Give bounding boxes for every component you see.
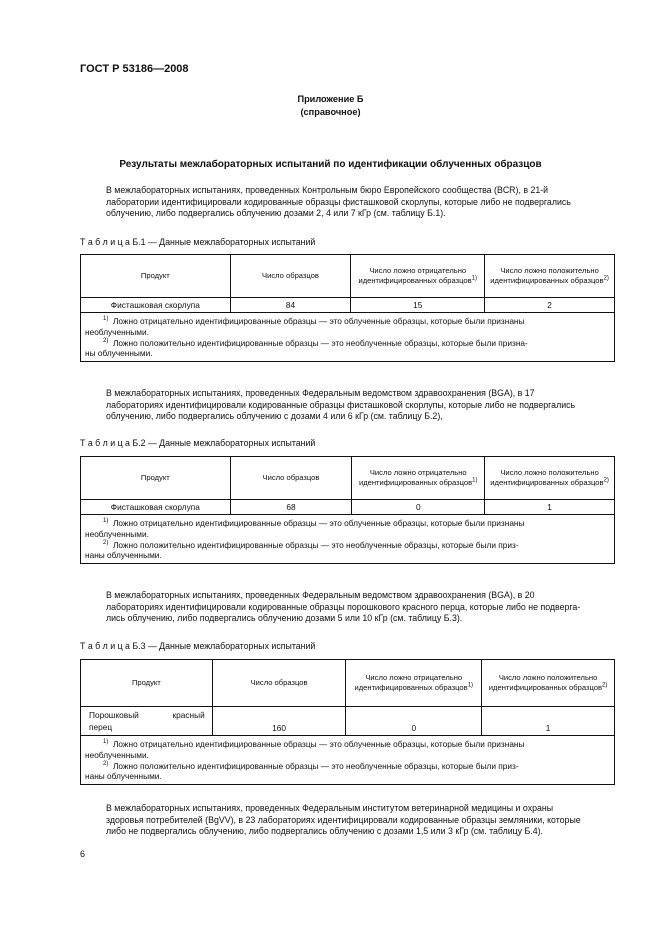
header-false-positive (482, 660, 615, 707)
table-notes-row (81, 515, 615, 564)
paragraph-line: В межлабораторных испытаниях, проведенных Федеральным институтом ветеринарной медицины и охраны (106, 803, 554, 813)
cell-product: Фисташковая скорлупа (81, 500, 231, 515)
table-2 (80, 456, 615, 564)
cell-count: 84 (230, 298, 351, 313)
header-text: Число ложно положительно идентифицированных образцов (490, 266, 604, 285)
note-2-continuation: наны облученными. (85, 550, 162, 561)
cell-false-negative: 0 (352, 500, 485, 515)
header-text: Число ложно положительно идентифицированных образцов (490, 468, 604, 487)
table-row (81, 500, 615, 515)
paragraph-4 (80, 803, 614, 838)
table-notes (81, 515, 615, 564)
header-false-negative (346, 660, 482, 707)
paragraph-2 (80, 388, 614, 423)
table-2-caption: Т а б л и ц а Б.2 — Данные межлабораторных испытаний (80, 438, 316, 448)
table-3-caption: Т а б л и ц а Б.3 — Данные межлабораторных испытаний (80, 641, 316, 651)
table-3 (80, 659, 615, 785)
table-header-row (81, 660, 615, 707)
note-text: Ложно отрицательно идентифицированные образцы — это облученные образцы, которые были признаны (112, 739, 525, 749)
note-1 (85, 518, 610, 529)
header-text: Число ложно отрицательно идентифицированных образцов (358, 266, 472, 285)
paragraph-line: В межлабораторных испытаниях, проведенных Федеральным ведомством здравоохранения (BGA), в 17 (106, 388, 535, 398)
footnote-mark: 1) (472, 477, 478, 484)
note-2 (85, 540, 610, 551)
footnote-mark: 1) (467, 682, 474, 689)
cell-false-negative: 0 (346, 707, 482, 736)
note-text: Ложно положительно идентифицированные образцы — это необлученные образцы, которые были приз- (112, 539, 519, 550)
note-1-continuation: необлученными. (85, 326, 149, 337)
table-row (81, 298, 615, 313)
paragraph-line: облучению, либо подвергались облучению с дозами 4 или 6 кГр (см. таблицу Б.2), (106, 411, 443, 422)
header-product: Продукт (81, 660, 213, 707)
cell-count: 68 (230, 500, 352, 515)
header-text: Число ложно отрицательно идентифицированных образцов (358, 468, 473, 487)
paragraph-line: облучению, либо подвергались облучению дозами 2, 4 или 7 кГр (см. таблицу Б.1). (106, 208, 446, 219)
cell-count: 160 (212, 707, 346, 736)
note-1-continuation: необлученными. (85, 528, 149, 539)
footnote-mark: 2) (603, 275, 609, 282)
table-row (81, 707, 615, 736)
header-count: Число образцов (230, 255, 351, 298)
table-header-row (81, 457, 615, 500)
footnote-mark: 2) (603, 477, 609, 484)
footnote-mark: 1) (103, 518, 109, 525)
cell-false-positive: 1 (482, 707, 615, 736)
header-count: Число образцов (230, 457, 352, 500)
note-2 (85, 338, 610, 349)
paragraph-line: лаборатории идентифицировали кодированные образцы фисташковой скорлупы, которые либо не подвергались (106, 196, 571, 207)
table-1-caption: Т а б л и ц а Б.1 — Данные межлабораторных испытаний (80, 237, 316, 247)
header-count: Число образцов (212, 660, 346, 707)
appendix-type: (справочное) (300, 107, 361, 118)
paragraph-line: лабораториях идентифицировали кодированные образцы порошкового красного перца, которые либо не подверга- (106, 601, 581, 612)
paragraph-line: лись облучению, либо подвергались облучению дозами 5 или 10 кГр (см. таблицу Б.3). (106, 613, 463, 624)
header-false-negative (351, 255, 485, 298)
cell-product-line2: перец (89, 722, 113, 732)
paragraph-line: либо не подвергались облучению, либо подвергались облучению с дозами 1,5 или 3 кГр (см. таблицу Б.4). (106, 826, 543, 837)
table-notes-row (81, 736, 615, 785)
paragraph-1 (80, 185, 614, 220)
header-text: Число ложно отрицательно идентифицированных образцов (354, 673, 468, 692)
paragraph-line: В межлабораторных испытаниях, проведенных Федеральным ведомством здравоохранения (BGA), в 20 (106, 590, 535, 600)
note-2-continuation: наны облученными. (85, 771, 162, 782)
header-false-positive (485, 457, 615, 500)
footnote-mark: 2) (602, 682, 608, 689)
footnote-mark: 1) (103, 316, 109, 323)
footnote-mark: 1) (471, 275, 478, 282)
cell-false-positive: 1 (485, 500, 615, 515)
header-text: Число ложно положительно идентифицированных образцов (488, 673, 602, 692)
paragraph-line: здоровья потребителей (BgVV), в 23 лабораториях идентифицировали кодированные образцы земляники, которые (106, 814, 581, 825)
note-text: Ложно отрицательно идентифицированные образцы — это облученные образцы, которые были признаны (112, 518, 525, 528)
footnote-mark: 2) (103, 337, 109, 344)
note-text: Ложно отрицательно идентифицированные образцы — это облученные образцы, которые были признаны (112, 316, 525, 326)
note-1-continuation: необлученными. (85, 749, 149, 760)
cell-product-line1: Порошковый красный (89, 709, 205, 720)
footnote-mark: 1) (103, 739, 109, 746)
paragraph-3 (80, 590, 614, 625)
cell-product (81, 707, 213, 736)
header-product: Продукт (81, 255, 231, 298)
table-notes-row (81, 313, 615, 362)
header-product: Продукт (81, 457, 231, 500)
table-header-row (81, 255, 615, 298)
note-1 (85, 316, 610, 327)
section-title: Результаты межлабораторных испытаний по идентификации облученных образцов (119, 159, 542, 170)
table-notes (81, 736, 615, 785)
paragraph-line: лабораториях идентифицировали кодированные образцы фисташковой скорлупы, которые либо не подвергались (106, 399, 576, 410)
header-false-negative (352, 457, 485, 500)
footnote-mark: 2) (103, 539, 109, 546)
footnote-mark: 2) (103, 760, 109, 767)
cell-product: Фисташковая скорлупа (81, 298, 231, 313)
standard-designation: ГОСТ Р 53186—2008 (80, 63, 189, 75)
note-text: Ложно положительно идентифицированные образцы — это необлученные образцы, которые были приз- (112, 760, 519, 771)
note-text: Ложно положительно идентифицированные образцы — это необлученные образцы, которые были призна- (112, 337, 528, 348)
note-2-continuation: ны облученными. (85, 348, 153, 359)
appendix-heading (80, 93, 581, 120)
header-false-positive (485, 255, 615, 298)
table-1 (80, 254, 615, 362)
appendix-title: Приложение Б (297, 94, 364, 104)
table-notes (81, 313, 615, 362)
cell-false-positive: 2 (485, 298, 615, 313)
paragraph-line: В межлабораторных испытаниях, проведенных Контрольным бюро Европейского сообщества (BCR), в 21-й (106, 185, 549, 195)
note-1 (85, 739, 610, 750)
cell-false-negative: 15 (351, 298, 485, 313)
note-2 (85, 761, 610, 772)
page-number: 6 (80, 849, 86, 859)
